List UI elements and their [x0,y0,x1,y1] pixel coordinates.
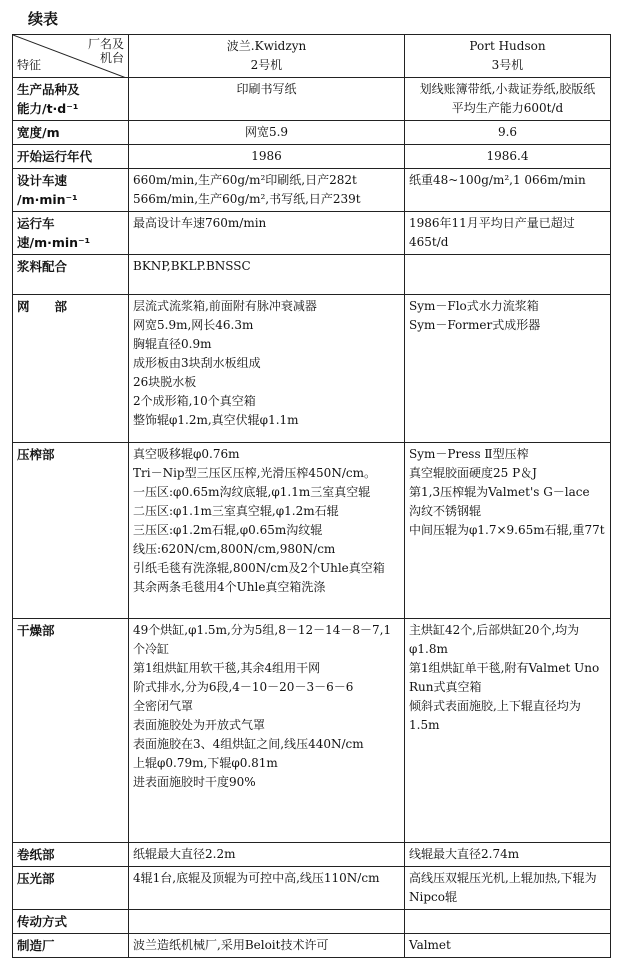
table-row [13,443,611,619]
feature-label: 宽度/m [17,125,60,140]
feature-label: 浆料配合 [17,259,68,274]
table-row [13,212,611,255]
table-row [13,619,611,843]
cell-text: 网宽5.9 [244,125,289,139]
cell-text: 阶式排水,分为6段,4－10－20－3－6－6 [133,680,354,694]
mill-a-cell [129,910,405,934]
mill-a-cell [129,169,405,212]
cell-text: 其余两条毛毯用4个Uhle真空箱洗涤 [133,580,326,594]
header-row [13,35,611,78]
feature-label: 制造厂 [17,938,55,953]
mill-b-cell [405,295,611,443]
cell-text: 成形板由3块刮水板组成 [133,356,261,370]
cell-text: 真空辊胶面硬度25 P＆J [409,466,537,480]
feature-cell [13,934,129,958]
mill-b-machine: 3号机 [491,58,524,72]
table-row [13,169,611,212]
cell-text: 660m/min,生产60g/m²印刷纸,日产282t [133,173,357,187]
feature-cell [13,212,129,255]
mill-a-cell [129,121,405,145]
mill-b-cell [405,619,611,843]
feature-label: 开始运行年代 [17,149,93,164]
mill-a-header [129,35,405,78]
feature-cell [13,619,129,843]
mill-b-cell [405,910,611,934]
feature-cell [13,910,129,934]
feature-label: 卷纸部 [17,847,55,862]
cell-text: 上辊φ0.79m,下辊φ0.81m [133,756,278,770]
cell-text: 1986.4 [486,149,529,163]
feature-label: 运行车速/m·min⁻¹ [17,216,91,250]
mill-b-cell [405,169,611,212]
header-corner-cell [13,35,129,78]
feature-label: /m·min⁻¹ [17,192,78,207]
cell-text: 纸辊最大直径2.2m [133,847,236,861]
cell-text: 网宽5.9m,网长46.3m [133,318,254,332]
mill-b-cell [405,934,611,958]
cell-text: 49个烘缸,φ1.5m,分为5组,8－12－14－8－7,1个冷缸 [133,623,392,656]
table-row [13,145,611,169]
feature-cell [13,145,129,169]
feature-label: 传动方式 [17,914,68,929]
mill-b-name: Port Hudson [469,39,546,53]
cell-text: 进表面施胶时干度90% [133,775,256,789]
cell-text: 沟纹不锈钢辊 [409,504,482,518]
table-row [13,910,611,934]
cell-text: 全密闭气罩 [133,699,194,713]
mill-b-cell [405,121,611,145]
table-row [13,843,611,867]
machine-comparison-table [12,34,611,958]
feature-cell [13,121,129,145]
feature-label: 生产品种及 [17,82,80,97]
cell-text: 真空吸移辊φ0.76m [133,447,240,461]
table-row [13,255,611,295]
mill-a-machine: 2号机 [250,58,283,72]
table-row [13,867,611,910]
corner-top-label [88,37,124,65]
cell-text: 1986 [251,149,282,163]
mill-b-cell [405,212,611,255]
cell-text: 最高设计车速760m/min [133,216,267,230]
cell-text: 表面施胶处为开放式气罩 [133,718,266,732]
mill-a-cell [129,212,405,255]
mill-a-cell [129,255,405,295]
mill-a-cell [129,78,405,121]
cell-text: 波兰造纸机械厂,采用Beloit技术许可 [133,938,329,952]
mill-a-cell [129,843,405,867]
mill-a-name: 波兰.Kwidzyn [226,39,307,53]
cell-text: 线压:620N/cm,800N/cm,980N/cm [133,542,336,556]
corner-top-line: 机台 [99,51,124,65]
cell-text: Sym－Flo式水力流浆箱 [409,299,539,313]
mill-a-cell [129,934,405,958]
mill-a-cell [129,443,405,619]
feature-cell [13,78,129,121]
mill-b-cell [405,255,611,295]
feature-label: 设计车速 [17,173,68,188]
cell-text: 2个成形箱,10个真空箱 [133,394,256,408]
table-row [13,78,611,121]
table-body [13,78,611,958]
table-row [13,295,611,443]
mill-a-cell [129,145,405,169]
cell-text: 二压区:φ1.1m三室真空辊,φ1.2m石辊 [133,504,339,518]
feature-cell [13,255,129,295]
table-row [13,934,611,958]
mill-b-cell [405,145,611,169]
cell-text: 线辊最大直径2.74m [409,847,520,861]
cell-text: 中间压辊为φ1.7×9.65m石辊,重77t [409,523,605,537]
mill-b-header [405,35,611,78]
table-caption: 续表 [28,10,59,28]
cell-text: 纸重48~100g/m²,1 066m/min [409,173,586,187]
feature-cell [13,843,129,867]
cell-text: 1986年11月平均日产量已超过465t/d [409,216,575,249]
cell-text: 高线压双辊压光机,上辊加热,下辊为Nipco辊 [409,871,597,904]
feature-label: 压光部 [17,871,55,886]
mill-a-cell [129,295,405,443]
cell-text: 主烘缸42个,后部烘缸20个,均为φ1.8m [409,623,580,656]
cell-text: 表面施胶在3、4组烘缸之间,线压440N/cm [133,737,364,751]
cell-text: 印刷书写纸 [236,82,297,96]
mill-b-cell [405,867,611,910]
mill-b-cell [405,843,611,867]
mill-a-cell [129,619,405,843]
cell-text: Valmet [409,938,451,952]
cell-text: 划线账簿带纸,小裁证券纸,胶版纸 [419,82,596,96]
cell-text: 引纸毛毯有洗涤辊,800N/cm及2个Uhle真空箱 [133,561,385,575]
cell-text: 三压区:φ1.2m石辊,φ0.65m沟纹辊 [133,523,323,537]
mill-a-cell [129,867,405,910]
cell-text: 第1组烘缸用软干毯,其余4组用干网 [133,661,321,675]
cell-text: 一压区:φ0.65m沟纹底辊,φ1.1m三室真空辊 [133,485,371,499]
cell-text: 倾斜式表面施胶,上下辊直径均为1.5m [409,699,581,732]
feature-label: 能力/t·d⁻¹ [17,101,79,116]
cell-text: Sym－Former式成形器 [409,318,541,332]
cell-text: 第1,3压榨辊为Valmet's G－lace [409,485,590,499]
cell-text: 平均生产能力600t/d [451,101,564,115]
feature-label: 压榨部 [17,447,55,462]
cell-text: 566m/min,生产60g/m²,书写纸,日产239t [133,192,361,206]
mill-b-cell [405,443,611,619]
cell-text: 整饰辊φ1.2m,真空伏辊φ1.1m [133,413,299,427]
feature-cell [13,169,129,212]
feature-cell [13,295,129,443]
cell-text: 第1组烘缸单干毯,附有Valmet Uno Run式真空箱 [409,661,600,694]
cell-text: 4辊1台,底辊及顶辊为可控中高,线压110N/cm [133,871,380,885]
corner-bottom-label: 特征 [17,58,42,72]
cell-text: BKNP,BKLP.BNSSC [133,259,251,273]
cell-text: 26块脱水板 [133,375,197,389]
feature-label: 干燥部 [17,623,55,638]
feature-cell [13,443,129,619]
mill-b-cell [405,78,611,121]
cell-text: Tri－Nip型三压区压榨,光滑压榨450N/cm。 [133,466,376,480]
cell-text: 9.6 [497,125,518,139]
cell-text: 层流式流浆箱,前面附有脉冲衰减器 [133,299,317,313]
feature-cell [13,867,129,910]
corner-top-line: 厂名及 [87,37,124,51]
cell-text: Sym－Press Ⅱ型压榨 [409,447,529,461]
cell-text: 胸辊直径0.9m [133,337,212,351]
table-row [13,121,611,145]
feature-label: 网 部 [17,299,68,314]
